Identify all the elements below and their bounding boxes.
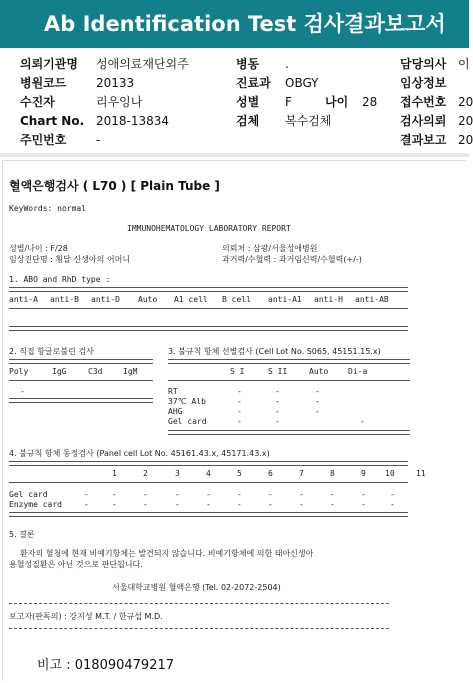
screen-col-s2: S II [268,367,288,376]
request-date-label: 검사의뢰 [400,114,447,128]
chart-no-value: 2018-13834 [96,114,170,128]
header-separator [0,153,469,157]
rule-double [9,461,408,466]
panel-cell: - [112,500,117,509]
panel-col: 9 [361,469,366,478]
screen-row-gel-card: Gel card [168,417,207,426]
panel-cell: - [390,500,395,509]
rule-double [168,359,410,364]
screen-col-s1: S I [230,367,245,376]
clinical-diagnosis-line: 임상진단명 : 횡달 신생아의 어머니 [9,255,131,264]
screen-cell: - [275,417,280,426]
dat-title: 2. 직접 항글로불린 검사 [9,347,94,356]
conclusion-line-2: 용혈성질환은 아닌 것으로 판단됩니다. [9,560,143,569]
screening-title: 3. 불규칙 항체 선별검사 (Cell Lot No. S065, 45151.15.x) [168,347,381,356]
rule-dashed [9,603,389,604]
screen-cell: - [237,417,242,426]
screen-row-rt: RT [168,387,178,396]
age-label: 나이 [325,95,349,109]
rule-double [9,326,408,331]
department-label: 진료과 [236,76,271,90]
keywords-line: KeyWords: normal [9,204,87,213]
dat-result: - [20,387,25,396]
panel-cell: - [175,490,180,499]
report-date-value: 20 [458,133,473,147]
rule-double [9,359,153,364]
dat-col-igg: IgG [52,367,67,376]
department-value: OBGY [285,76,319,90]
rule-double [9,512,408,517]
panel-col: 4 [206,469,211,478]
rule-single [168,380,410,381]
physician-value: 이 [458,57,470,71]
report-date-label: 결과보고 [400,133,447,147]
memo-line: 비고 : 018090479217 [37,658,175,673]
panel-col: 7 [299,469,304,478]
specimen-value: 복수검체 [285,114,332,128]
abo-col-anti-h: anti-H [314,295,343,304]
panel-cell: - [268,500,273,509]
panel-cell: - [206,490,211,499]
panel-cell: - [390,490,395,499]
panel-col: 10 [385,469,395,478]
abo-col-anti-b: anti-B [50,295,79,304]
panel-col: 8 [330,469,335,478]
panel-cell: - [237,490,242,499]
screen-cell: - [237,397,242,406]
screen-cell: - [275,387,280,396]
accession-value: 20 [458,95,473,109]
rule-double [9,287,408,292]
screen-cell: - [237,387,242,396]
identification-title: 4. 불규칙 항체 동정검사 (Panel cell Lot No. 45161.43.x, 45171.43.x) [9,449,270,458]
panel-cell: - [268,490,273,499]
sex-label: 성별 [236,95,260,109]
clinical-info-label: 임상정보 [400,76,447,90]
conclusion-title: 5. 결론 [9,530,35,539]
panel-cell: - [84,500,89,509]
screen-cell: - [275,397,280,406]
abo-col-auto: Auto [138,295,158,304]
panel-col: 3 [175,469,180,478]
age-value: 28 [362,95,378,109]
abo-col-anti-a: anti-A [9,295,38,304]
panel-cell: - [237,500,242,509]
panel-cell: - [330,500,335,509]
hospital-code-value: 20133 [96,76,135,90]
chart-no-label: Chart No. [20,114,85,128]
institution-line: 서울대학교병원 혈액은행 (Tel. 02-2072-2504) [112,583,281,592]
report-section-title: 혈액은행검사 ( L70 ) [ Plain Tube ] [9,179,220,193]
panel-cell: - [361,500,366,509]
panel-cell: - [84,490,89,499]
panel-col: 2 [143,469,148,478]
report-title-banner: Ab Identification Test 검사결과보고서 [0,0,469,48]
panel-cell: - [206,500,211,509]
panel-cell: - [299,500,304,509]
panel-cell: - [299,490,304,499]
hospital-code-label: 병원코드 [20,76,67,90]
rule-double [9,398,153,403]
panel-cell: - [143,500,148,509]
panel-col: 5 [237,469,242,478]
screen-cell: - [237,407,242,416]
panel-cell: - [112,490,117,499]
rule-dashed [9,628,389,629]
panel-col: 11 [416,469,426,478]
rule-single [9,308,408,309]
history-line: 과거력/수혈력 : 과거임신력/수혈력(+/-) [222,255,362,264]
panel-col: 1 [112,469,117,478]
requester-line: 의뢰처 : 삼광/서울성애병원 [222,244,318,253]
screen-cell: - [360,417,365,426]
panel-cell: - [361,490,366,499]
rule-single [9,482,408,483]
ward-label: 병동 [236,57,260,71]
patient-value: 리우잉나 [96,95,143,109]
physician-label: 담당의사 [400,57,447,71]
sex-age-line: 성별/나이 : F/28 [9,244,68,253]
abo-col-anti-ab: anti-AB [355,295,389,304]
panel-cell: - [175,500,180,509]
dat-col-igm: IgM [123,367,138,376]
screen-cell: - [315,407,320,416]
panel-row-gel-card: Gel card [9,490,48,499]
panel-cell: - [330,490,335,499]
screen-cell: - [315,397,320,406]
abo-col-b-cell: B cell [222,295,251,304]
rule-double [168,430,410,435]
panel-row-enzyme-card: Enzyme card [9,500,62,509]
screen-col-auto: Auto [309,367,329,376]
accession-label: 접수번호 [400,95,447,109]
lab-report-title: IMMUNOHEMATOLOGY LABORATORY REPORT [127,224,291,233]
ward-value: . [285,57,289,71]
rule-single [9,380,153,381]
sex-value: F [285,95,292,109]
dat-col-c3d: C3d [88,367,103,376]
abo-col-anti-a1: anti-A1 [268,295,302,304]
abo-col-a1-cell: A1 cell [174,295,208,304]
requesting-institution-value: 성애의료재단외주 [96,57,189,71]
panel-cell: - [143,490,148,499]
abo-col-anti-d: anti-D [91,295,120,304]
resident-number-value: - [96,133,101,147]
conclusion-line-1: 환자의 혈청에 현재 비예기항체는 발견되지 않습니다. 비예기항체에 의한 태아신생아 [20,549,314,558]
requesting-institution-label: 의뢰기관명 [20,57,78,71]
resident-number-label: 주민번호 [20,133,67,147]
request-date-value: 20 [458,114,473,128]
screen-cell: - [315,387,320,396]
screen-row-ahg: AHG [168,407,183,416]
specimen-label: 검체 [236,114,260,128]
dat-col-poly: Poly [9,367,29,376]
reporter-line: 보고자(판독의) : 강지성 M.T. / 한규섭 M.D. [9,612,163,621]
panel-col: 6 [268,469,273,478]
patient-label: 수진자 [20,95,55,109]
screen-row-37c-alb: 37℃ Alb [168,397,206,406]
screen-cell: - [275,407,280,416]
abo-rhd-title: 1. ABO and RhD type : [9,275,111,284]
screen-col-dia: Di-a [348,367,368,376]
